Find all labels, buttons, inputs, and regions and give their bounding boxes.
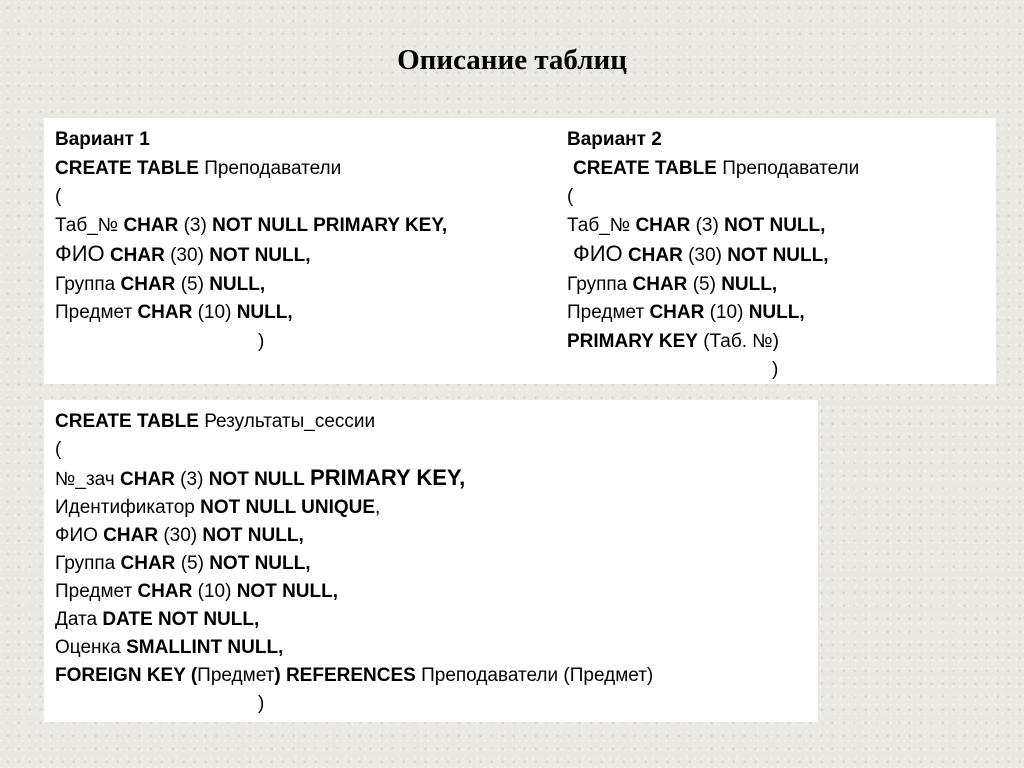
column-name: Группа	[55, 273, 116, 295]
results-fio-line	[55, 522, 653, 550]
kw-constraint: NULL,	[721, 273, 778, 295]
variants-panel	[44, 118, 996, 384]
kw-constraint: NOT NULL,	[724, 214, 826, 236]
primary-key-column: (Таб. №)	[703, 330, 779, 352]
column-size: (5)	[692, 273, 716, 295]
kw-create-table: CREATE TABLE	[55, 157, 199, 179]
variant-1-open-paren: (	[55, 186, 62, 207]
kw-char: CHAR	[632, 273, 688, 295]
column-size: (30)	[688, 245, 722, 266]
kw-constraint: NULL,	[236, 302, 293, 323]
results-ident-line	[55, 494, 653, 522]
variant-1-group-line	[55, 271, 447, 300]
kw-char: CHAR	[137, 302, 193, 323]
variant-1-column	[55, 126, 447, 356]
results-create-line	[55, 408, 653, 436]
variant-2-group-line	[567, 271, 859, 300]
reference-target: Преподаватели (Предмет)	[421, 665, 654, 686]
variant-1-fio-line	[55, 240, 447, 271]
kw-primary-key: PRIMARY KEY	[567, 330, 698, 352]
results-close-paren: )	[258, 693, 265, 714]
results-subject-line	[55, 578, 653, 606]
kw-char: CHAR	[109, 245, 165, 266]
column-name: Дата	[55, 609, 98, 630]
kw-char: CHAR	[137, 581, 193, 602]
table-name: Преподаватели	[722, 157, 860, 179]
kw-constraint: NULL,	[748, 302, 805, 323]
column-size: (10)	[197, 302, 232, 323]
kw-constraint: NULL,	[209, 273, 266, 295]
kw-char: CHAR	[123, 214, 179, 236]
results-table-definition	[55, 408, 653, 718]
slide-title: Описание таблиц	[397, 44, 627, 76]
variant-1-create-line	[55, 155, 447, 184]
kw-char: CHAR	[627, 245, 683, 266]
variant-2-primary-key-line	[567, 328, 859, 357]
kw-char: CHAR	[649, 302, 705, 323]
variant-2-subject-line	[567, 299, 859, 328]
kw-constraint: NOT NULL PRIMARY KEY,	[212, 214, 448, 236]
kw-create-table: CREATE TABLE	[573, 157, 717, 179]
column-size: (30)	[170, 245, 204, 266]
column-name: Предмет	[55, 581, 133, 602]
comma: ,	[375, 497, 381, 518]
variant-2-create-line	[567, 155, 859, 184]
table-name: Результаты_сессии	[204, 411, 376, 432]
table-name: Преподаватели	[204, 157, 342, 179]
variant-2-open-paren: (	[567, 186, 574, 207]
column-size: (5)	[180, 273, 204, 295]
column-size: (3)	[183, 214, 207, 236]
variant-1-heading: Вариант 1	[55, 129, 150, 150]
kw-foreign-key: FOREIGN KEY (	[55, 665, 198, 686]
column-name: Таб_№	[55, 214, 119, 236]
variant-1-subject-line	[55, 299, 447, 328]
variant-1-tab-no-line	[55, 212, 447, 241]
column-size: (30)	[163, 525, 198, 546]
kw-constraint: NOT NULL,	[236, 581, 339, 602]
foreign-key-column: Предмет	[197, 665, 275, 686]
results-grade-line	[55, 634, 653, 662]
results-open-paren: (	[55, 439, 62, 460]
kw-constraint: NOT NULL,	[209, 553, 311, 574]
column-size: (10)	[709, 302, 744, 323]
column-name: Группа	[567, 273, 628, 295]
kw-constraint: NOT NULL,	[727, 245, 829, 266]
results-foreign-key-line	[55, 662, 653, 690]
column-name: ФИО	[573, 241, 623, 266]
kw-constraint: NOT NULL	[208, 469, 305, 490]
kw-char: CHAR	[120, 553, 176, 574]
kw-char: CHAR	[635, 214, 691, 236]
kw-char: CHAR	[103, 525, 159, 546]
kw-references: ) REFERENCES	[274, 665, 416, 686]
column-size: (3)	[180, 469, 204, 490]
kw-constraint: NOT NULL UNIQUE	[200, 497, 376, 518]
results-zach-line	[55, 464, 653, 494]
column-size: (10)	[197, 581, 232, 602]
results-date-line	[55, 606, 653, 634]
column-name: Таб_№	[567, 214, 631, 236]
column-name: Предмет	[567, 302, 645, 323]
variant-2-fio-line	[567, 240, 859, 271]
column-name: ФИО	[55, 525, 98, 546]
column-name: ФИО	[55, 241, 105, 266]
kw-constraint: SMALLINT NULL,	[126, 637, 284, 658]
kw-primary-key: PRIMARY KEY,	[310, 465, 466, 490]
results-panel	[44, 400, 818, 722]
variant-2-column	[567, 126, 859, 385]
results-group-line	[55, 550, 653, 578]
column-size: (3)	[695, 214, 719, 236]
column-name: Предмет	[55, 302, 133, 323]
variant-2-tab-no-line	[567, 212, 859, 241]
column-size: (5)	[180, 553, 204, 574]
variant-1-close-paren: )	[258, 330, 265, 352]
column-name: №_зач	[55, 469, 115, 490]
variant-2-close-paren: )	[772, 359, 779, 380]
kw-char: CHAR	[120, 469, 175, 490]
column-name: Оценка	[55, 637, 121, 658]
kw-constraint: NOT NULL,	[209, 245, 311, 266]
column-name: Идентификатор	[55, 497, 195, 518]
variant-2-heading: Вариант 2	[567, 129, 662, 150]
kw-create-table: CREATE TABLE	[55, 411, 199, 432]
kw-char: CHAR	[120, 273, 176, 295]
kw-constraint: NOT NULL,	[202, 525, 304, 546]
column-name: Группа	[55, 553, 116, 574]
kw-constraint: DATE NOT NULL,	[102, 609, 260, 630]
